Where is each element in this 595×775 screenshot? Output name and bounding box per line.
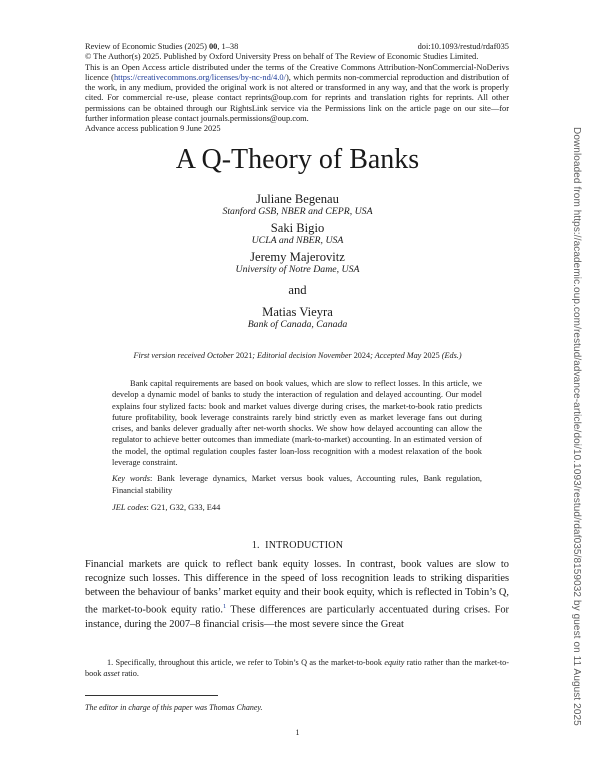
history-decision-year: 2024: [353, 351, 371, 360]
footnote-emphasis: equity: [384, 658, 405, 667]
copyright-notice: © The Author(s) 2025. Published by Oxford University Press on behalf of The Review of Economic Studies Limited.: [85, 52, 479, 62]
license-text: This is an Open Access article distributed under the terms of the Creative Commons Attribution-NonCommercial-NoDerivs licence (: [85, 62, 509, 82]
keywords: [112, 473, 482, 496]
section-number: 1.: [251, 540, 260, 551]
footnote-divider: [85, 695, 218, 696]
footnote-emphasis: asset: [103, 669, 120, 679]
author-list: [0, 192, 595, 334]
history-eds: (Eds.): [441, 351, 462, 360]
page-number: 1: [295, 728, 300, 737]
footnote-text: [85, 657, 509, 680]
submission-history: [0, 351, 595, 360]
footnote: [85, 657, 509, 680]
body-text: Financial markets are quick to reflect bank equity losses. In contrast, book values are slow to recognize such losses. This difference in the speed of loss recognition leads to striking disparities between the behaviour of banks’ market equity and their book equity, which is reflected in Tobin’s Q, the market-to-book equity ratio.: [85, 559, 509, 616]
keywords-list: : Bank leverage dynamics, Market versus book values, Accounting rules, Bank regulation, Financial stability: [112, 474, 482, 495]
author-name: Jeremy Majerovitz: [250, 250, 345, 264]
author-affiliation: University of Notre Dame, USA: [235, 264, 360, 275]
license-notice: [85, 63, 509, 125]
author-affiliation: Bank of Canada, Canada: [247, 319, 348, 330]
section-heading: [0, 540, 595, 551]
history-first-year: 2021: [235, 351, 253, 360]
author-conjunction: and: [288, 283, 307, 297]
footnote-text-part: 1. Specifically, throughout this article, we refer to Tobin’s Q as the market-to-book: [107, 658, 385, 667]
jel-list: : G21, G32, G33, E44: [146, 502, 221, 512]
author-affiliation: UCLA and NBER, USA: [251, 235, 344, 246]
history-accepted-year: 2025: [423, 351, 440, 360]
author-name: Saki Bigio: [270, 221, 325, 235]
history-decision-label: ; Editorial decision November: [252, 351, 352, 360]
author-name: Matias Vieyra: [262, 305, 333, 319]
license-link[interactable]: https://creativecommons.org/licenses/by-nc-nd/4.0/: [113, 72, 286, 82]
footnote-text-part: ratio rather than the market-to-book: [85, 658, 510, 679]
journal-volume: 00: [208, 42, 218, 51]
abstract-text: Bank capital requirements are based on book values, which are slow to reflect losses. In this article, we develop a dynamic model of banks to study the interaction of regulation and delayed accounting. Our model explains four stylized facts: book and market values diverge during crises, the market-to-book ratio predicts future profitability, book leverage constraints rarely bind strictly even as market leverage fans out during crises, and banks delever gradually after net-worth shocks. We show how delayed accounting can allow the regulator to achieve better outcomes than immediate (mark-to-market) accounting. In an estimated version of the model, the optimal regulation couples faster loan-loss recognition with a modest relaxation of the book leverage constraint.: [112, 379, 482, 468]
jel-label: JEL codes: [112, 502, 147, 512]
download-watermark: Downloaded from https://academic.oup.com/restud/advance-article/doi/10.1093/restud/rdaf035/8159032 by guest on 11 August 2025: [571, 127, 582, 726]
citation-line: [85, 42, 509, 52]
body-paragraph: [85, 558, 509, 632]
jel-codes: [112, 502, 482, 513]
advance-access: Advance access publication 9 June 2025: [85, 124, 221, 134]
history-accepted-label: ; Accepted May: [370, 351, 422, 360]
keywords-label: Key words: [112, 474, 150, 484]
journal-citation: [85, 42, 238, 52]
editor-note: The editor in charge of this paper was Thomas Chaney.: [85, 703, 263, 712]
footnote-text-part: ratio.: [119, 669, 139, 679]
article-title: A Q-Theory of Banks: [175, 144, 420, 175]
journal-header: [85, 42, 509, 135]
body-text-cont: These differences are particularly accentuated during crises. For instance, during the 2007–8 financial crisis—the most severe since the Great: [85, 604, 509, 630]
license-text-cont: ), which permits non-commercial reproduction and distribution of the work, in any medium, provided the original work is not altered or transformed in any way, and that the work is properly cited. For commercial re-use, please contact reprints@oup.com for reprints and translation rights for reprints. All other permissions can be obtained through our RightsLink service via the Permissions link on the article page on our site—for further information please contact journals.permissions@oup.com.: [85, 72, 509, 124]
abstract: [112, 378, 482, 513]
section-title: INTRODUCTION: [265, 540, 344, 551]
footnote-reference[interactable]: 1: [222, 603, 227, 611]
author-name: Juliane Begenau: [256, 192, 339, 206]
author-affiliation: Stanford GSB, NBER and CEPR, USA: [222, 206, 373, 217]
journal-name: Review of Economic Studies (2025): [85, 42, 207, 51]
doi[interactable]: doi:10.1093/restud/rdaf035: [417, 42, 509, 51]
history-first-label: First version received October: [133, 351, 234, 360]
journal-pages: , 1–38: [217, 42, 239, 51]
